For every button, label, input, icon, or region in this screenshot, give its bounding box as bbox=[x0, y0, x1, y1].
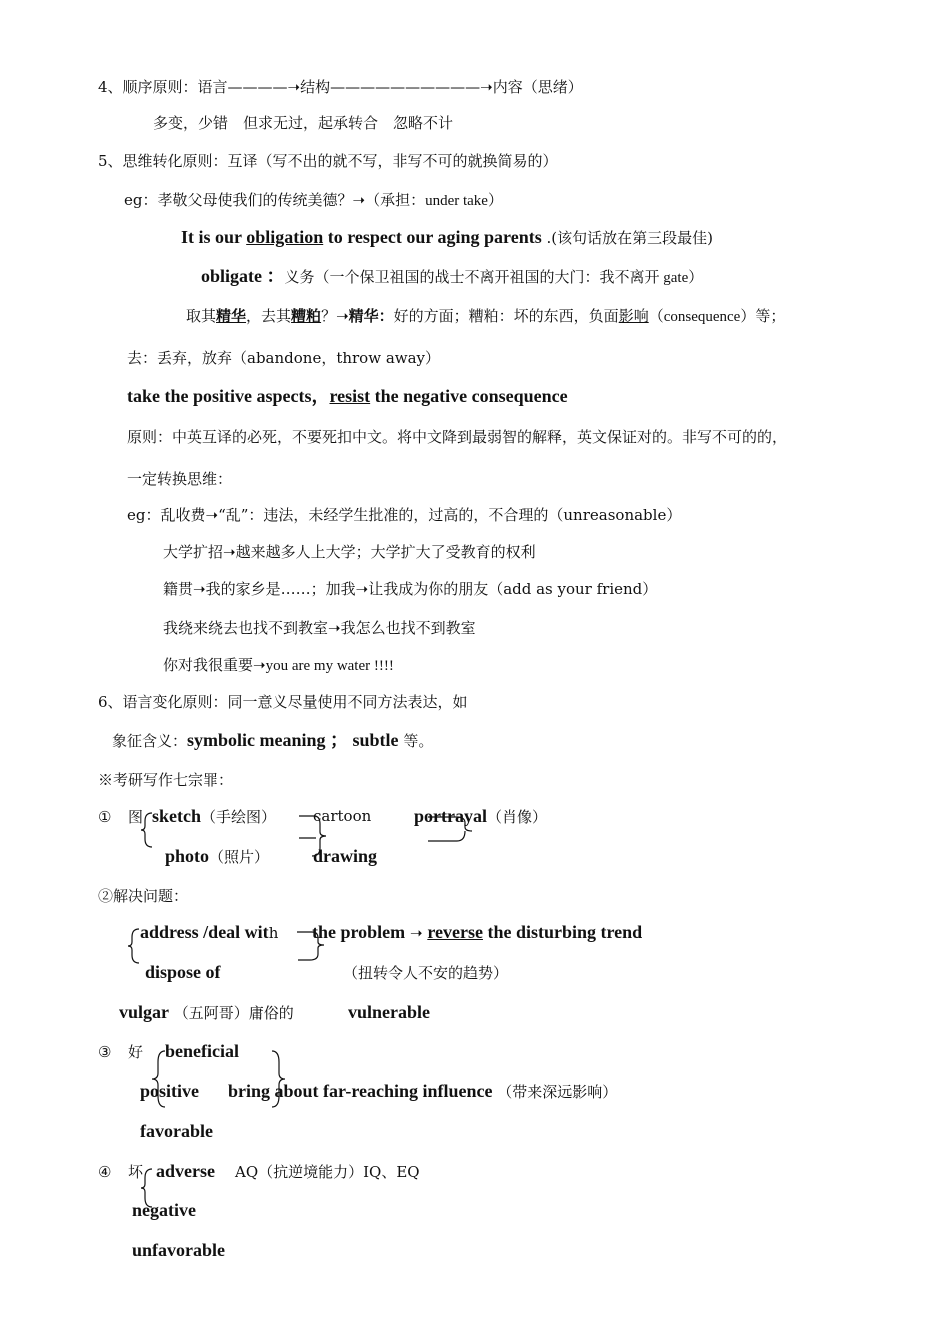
text: obligate ： bbox=[201, 266, 285, 286]
text: 等。 bbox=[398, 732, 434, 750]
text: 让我成为你的朋友（add as your friend） bbox=[368, 580, 658, 598]
example-water bbox=[163, 655, 394, 676]
text: consequence bbox=[663, 309, 741, 325]
text: 解决问题： bbox=[113, 887, 189, 905]
example-hometown bbox=[163, 579, 657, 599]
example-enrollment bbox=[163, 542, 536, 562]
sin-1-label: 图 bbox=[128, 808, 144, 826]
text: favorable bbox=[140, 1121, 213, 1141]
text: （五阿哥）庸俗的 bbox=[173, 1004, 294, 1022]
text: （肖像） bbox=[486, 808, 547, 826]
sin-1-drawing bbox=[313, 846, 377, 867]
sin-2-note: （扭转令人不安的趋势） bbox=[343, 964, 509, 982]
text: 你对我很重要 bbox=[163, 656, 254, 674]
sin-4-unfavorable bbox=[132, 1240, 225, 1261]
text: 精华 bbox=[216, 307, 247, 325]
obligate-line bbox=[201, 266, 703, 288]
text: ，去其 bbox=[246, 307, 292, 325]
text: 籍贯 bbox=[163, 580, 194, 598]
text: ② bbox=[98, 887, 114, 905]
text: （手绘图） bbox=[201, 808, 277, 826]
brace-icon bbox=[127, 928, 141, 964]
sin-2-dispose bbox=[145, 962, 221, 983]
sin-2-vulnerable bbox=[348, 1002, 430, 1023]
text: h bbox=[268, 924, 279, 942]
text: eg：乱收费 bbox=[127, 506, 206, 524]
text: 大学扩招 bbox=[163, 543, 224, 561]
text: beneficial bbox=[165, 1041, 239, 1061]
arrow-icon: ➝ bbox=[480, 78, 493, 96]
text: 4、顺序原则：语言———— bbox=[98, 78, 288, 96]
symbolic-line bbox=[112, 730, 433, 751]
sin-3-num: ③ bbox=[98, 1043, 112, 1061]
arrow-icon: ➝ bbox=[352, 191, 366, 209]
text: 义务（一个保卫祖国的战士不离开祖国的大门：我不离开 bbox=[284, 268, 660, 286]
text: the negative consequence bbox=[370, 386, 568, 406]
text: vulgar bbox=[119, 1002, 170, 1022]
sin-2-problem bbox=[312, 922, 642, 943]
sin-1-sketch bbox=[152, 806, 276, 827]
text: 精华： bbox=[348, 307, 394, 325]
text: 取其 bbox=[186, 307, 217, 325]
text: resist bbox=[329, 386, 371, 406]
text: （照片） bbox=[209, 848, 270, 866]
text: It is our bbox=[181, 227, 247, 247]
text: positive bbox=[140, 1081, 200, 1101]
sin-4-note: AQ（抗逆境能力）IQ、EQ bbox=[235, 1163, 420, 1181]
text: 我的家乡是……；加我 bbox=[205, 580, 356, 598]
brace-icon bbox=[427, 815, 473, 845]
text: the problem bbox=[312, 922, 406, 942]
text: ） bbox=[688, 268, 704, 286]
rule-line-2: 一定转换思维： bbox=[127, 470, 233, 488]
abandon-line: 去：丢弃，放弃（abandone，throw away） bbox=[127, 349, 441, 367]
example-fees bbox=[127, 505, 681, 525]
text: negative bbox=[132, 1200, 196, 1220]
text: ）等； bbox=[740, 307, 786, 325]
text: address /deal wit bbox=[140, 922, 269, 942]
text: reverse bbox=[427, 922, 483, 942]
essence-line bbox=[186, 306, 785, 327]
principle-6-title: 6、语言变化原则：同一意义尽量使用不同方法表达，如 bbox=[98, 693, 468, 711]
text: symbolic meaning ； bbox=[187, 730, 349, 750]
text: sketch bbox=[152, 806, 201, 826]
sin-2-title bbox=[98, 886, 188, 906]
text: you are my water !!!! bbox=[265, 658, 394, 674]
text: 结构—————————— bbox=[300, 78, 481, 96]
sin-1-num: ① bbox=[98, 808, 112, 826]
text: 影响 bbox=[618, 307, 649, 325]
text: ） bbox=[487, 191, 503, 209]
text: adverse bbox=[156, 1161, 215, 1181]
text: take the positive aspects， bbox=[127, 386, 330, 406]
principle-4-sub: 多变，少错 但求无过，起承转合 忽略不计 bbox=[153, 114, 454, 132]
text: portrayal bbox=[414, 806, 487, 826]
sin-4-label: 坏 bbox=[128, 1163, 144, 1181]
sin-1-photo bbox=[165, 846, 269, 867]
sin-1-cartoon: cartoon bbox=[313, 807, 372, 825]
text: 我绕来绕去也找不到教室 bbox=[163, 619, 329, 637]
text: 好的方面；糟粕：坏的东西，负面 bbox=[393, 307, 619, 325]
positive-aspects-line bbox=[127, 386, 568, 407]
sin-4-num: ④ bbox=[98, 1163, 112, 1181]
sin-3-beneficial bbox=[165, 1041, 239, 1062]
text: obligation bbox=[246, 227, 324, 247]
arrow-icon: ➝ bbox=[205, 506, 219, 524]
text: eg：孝敬父母使我们的传统美德？ bbox=[124, 191, 353, 209]
arrow-icon: ➝ bbox=[253, 656, 266, 674]
text: the disturbing trend bbox=[482, 922, 643, 942]
sin-3-favorable bbox=[140, 1121, 213, 1142]
text: bring about far-reaching influence bbox=[228, 1081, 493, 1101]
text: subtle bbox=[348, 730, 399, 750]
example-classroom bbox=[163, 618, 476, 638]
sin-2-address bbox=[140, 922, 278, 943]
sin-3-influence bbox=[228, 1081, 617, 1102]
text: （带来深远影响） bbox=[497, 1083, 618, 1101]
arrow-icon: ➝ bbox=[193, 580, 206, 598]
sin-2-vulgar bbox=[119, 1002, 294, 1023]
text: under take bbox=[425, 193, 488, 209]
principle-4-title bbox=[98, 77, 583, 97]
text: dispose of bbox=[145, 962, 221, 982]
sin-3-label: 好 bbox=[128, 1043, 144, 1061]
text: to respect our aging parents bbox=[323, 227, 542, 247]
arrow-icon: ➝ bbox=[223, 543, 236, 561]
text: 象征含义： bbox=[112, 732, 188, 750]
arrow-icon: ➝ bbox=[328, 619, 341, 637]
text: drawing bbox=[313, 846, 378, 866]
text: （承担： bbox=[365, 191, 426, 209]
principle-5-example bbox=[124, 190, 503, 211]
text: vulnerable bbox=[348, 1002, 431, 1022]
sin-4-negative bbox=[132, 1200, 196, 1221]
text: 糟粕 bbox=[291, 307, 322, 325]
rule-line: 原则：中英互译的必死，不要死扣中文。将中文降到最弱智的解释，英文保证对的。非写不可的的， bbox=[127, 428, 788, 446]
arrow-icon: ➝ bbox=[409, 924, 423, 942]
arrow-icon: ➝ bbox=[287, 78, 301, 96]
obligation-sentence bbox=[181, 227, 713, 248]
text: gate bbox=[659, 270, 689, 286]
text: photo bbox=[165, 846, 210, 866]
text: 内容（思绪） bbox=[492, 78, 583, 96]
sins-title: ※考研写作七宗罪： bbox=[98, 771, 234, 789]
sin-3-positive bbox=[140, 1081, 199, 1102]
text: .(该句话放在第三段最佳) bbox=[541, 229, 713, 247]
text: “乱”：违法，未经学生批准的，过高的，不合理的（unreasonable） bbox=[218, 506, 682, 524]
text: unfavorable bbox=[132, 1240, 226, 1260]
principle-5-title: 5、思维转化原则：互译（写不出的就不写，非写不可的就换简易的） bbox=[98, 152, 558, 170]
text: ？ bbox=[321, 307, 337, 325]
arrow-icon: ➝ bbox=[355, 580, 369, 598]
text: （ bbox=[648, 307, 664, 325]
text: 我怎么也找不到教室 bbox=[340, 619, 476, 637]
text: 越来越多人上大学；大学扩大了受教育的权利 bbox=[235, 543, 536, 561]
sin-4-adverse bbox=[156, 1161, 215, 1182]
arrow-icon: ➝ bbox=[336, 307, 349, 325]
